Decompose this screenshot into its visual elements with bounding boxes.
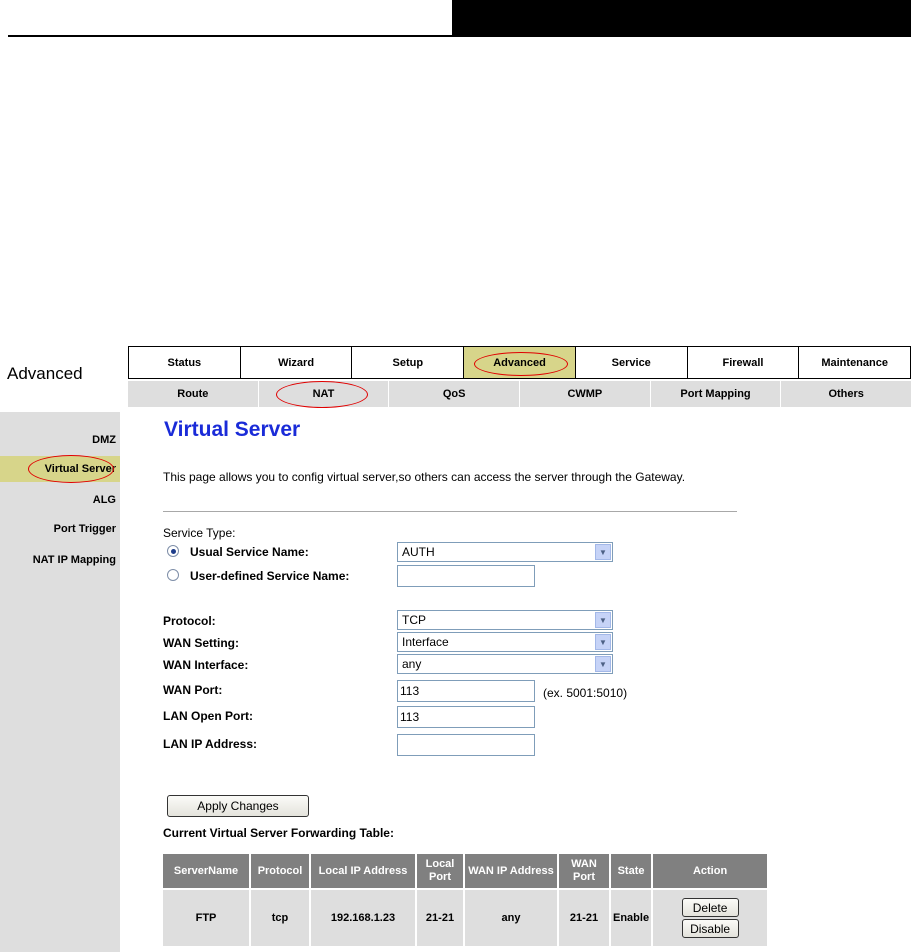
sidebar-item-virtual-server[interactable]: Virtual Server [44, 463, 116, 475]
header-server-name: ServerName [163, 854, 249, 888]
document-header-rule [8, 35, 453, 37]
header-wan-ip: WAN IP Address [465, 854, 557, 888]
cell-local-port: 21-21 [417, 890, 463, 946]
cell-wan-port: 21-21 [559, 890, 609, 946]
subtab-nat[interactable] [259, 381, 390, 407]
sidebar [0, 412, 120, 952]
chevron-down-icon: ▼ [595, 612, 611, 628]
header-local-ip: Local IP Address [311, 854, 415, 888]
wan-port-hint: (ex. 5001:5010) [543, 686, 628, 700]
header-local-port: Local Port [417, 854, 463, 888]
tab-wizard[interactable]: Wizard [241, 347, 353, 378]
cell-state: Enable [611, 890, 651, 946]
userdef-service-label: User-defined Service Name: [190, 569, 350, 583]
subtab-port-mapping[interactable]: Port Mapping [651, 381, 782, 407]
header-state: State [611, 854, 651, 888]
subtab-route[interactable]: Route [128, 381, 259, 407]
table-row [163, 890, 767, 946]
section-title: Advanced [7, 364, 83, 383]
header-action: Action [653, 854, 767, 888]
table-header-row [163, 854, 767, 888]
tab-advanced[interactable] [464, 347, 576, 378]
cell-action [653, 890, 767, 946]
header-wan-port: WAN Port [559, 854, 609, 888]
tab-firewall[interactable]: Firewall [688, 347, 800, 378]
usual-service-label: Usual Service Name: [190, 545, 309, 559]
sidebar-item-nat-ip-mapping[interactable]: NAT IP Mapping [32, 554, 116, 566]
protocol-value: TCP [402, 613, 426, 627]
protocol-label: Protocol: [163, 614, 216, 628]
service-type-label: Service Type: [163, 526, 236, 540]
userdef-service-radio[interactable] [167, 569, 179, 581]
lan-ip-input[interactable] [397, 734, 535, 756]
wan-interface-label: WAN Interface: [163, 658, 249, 672]
subtab-others[interactable]: Others [828, 388, 864, 400]
forwarding-table [161, 852, 769, 948]
sidebar-item-dmz[interactable]: DMZ [92, 434, 116, 446]
tab-setup[interactable]: Setup [352, 347, 464, 378]
sidebar-item-alg[interactable]: ALG [92, 494, 116, 506]
disable-button[interactable]: Disable [682, 919, 739, 938]
lan-ip-label: LAN IP Address: [163, 737, 258, 751]
tab-advanced-label: Advanced [493, 356, 546, 369]
subtab-qos[interactable]: QoS [389, 381, 520, 407]
wan-port-label: WAN Port: [163, 683, 223, 697]
sidebar-item-port-trigger[interactable]: Port Trigger [53, 523, 116, 535]
chevron-down-icon: ▼ [595, 544, 611, 560]
cell-protocol: tcp [251, 890, 309, 946]
sub-nav-bar [128, 381, 911, 407]
cell-local-ip: 192.168.1.23 [311, 890, 415, 946]
page-description: This page allows you to config virtual server,so others can access the server through the Gateway. [163, 470, 686, 484]
cell-server-name: FTP [163, 890, 249, 946]
cell-wan-ip: any [465, 890, 557, 946]
lan-port-label: LAN Open Port: [163, 709, 253, 723]
divider [163, 511, 737, 512]
wan-port-input[interactable]: 113 [397, 680, 535, 702]
delete-button[interactable]: Delete [682, 898, 739, 917]
router-ui [0, 346, 911, 952]
top-nav-tabs [128, 346, 911, 379]
subtab-cwmp[interactable]: CWMP [520, 381, 651, 407]
wan-interface-value: any [402, 657, 422, 671]
protocol-select[interactable] [397, 610, 613, 630]
tab-service[interactable]: Service [576, 347, 688, 378]
wan-setting-value: Interface [402, 635, 449, 649]
apply-changes-button[interactable]: Apply Changes [167, 795, 309, 817]
header-protocol: Protocol [251, 854, 309, 888]
page-title: Virtual Server [164, 418, 301, 441]
lan-port-input[interactable]: 113 [397, 706, 535, 728]
tab-maintenance[interactable]: Maintenance [799, 347, 911, 378]
tab-status[interactable]: Status [129, 347, 241, 378]
usual-service-select[interactable] [397, 542, 613, 562]
userdef-service-input[interactable] [397, 565, 535, 587]
table-title: Current Virtual Server Forwarding Table: [163, 826, 394, 840]
document-header-bar [452, 0, 911, 37]
usual-service-value: AUTH [402, 545, 435, 559]
wan-setting-label: WAN Setting: [163, 636, 239, 650]
wan-setting-select[interactable] [397, 632, 613, 652]
usual-service-radio[interactable] [167, 545, 179, 557]
wan-interface-select[interactable] [397, 654, 613, 674]
chevron-down-icon: ▼ [595, 656, 611, 672]
subtab-nat-label: NAT [312, 388, 335, 400]
chevron-down-icon: ▼ [595, 634, 611, 650]
